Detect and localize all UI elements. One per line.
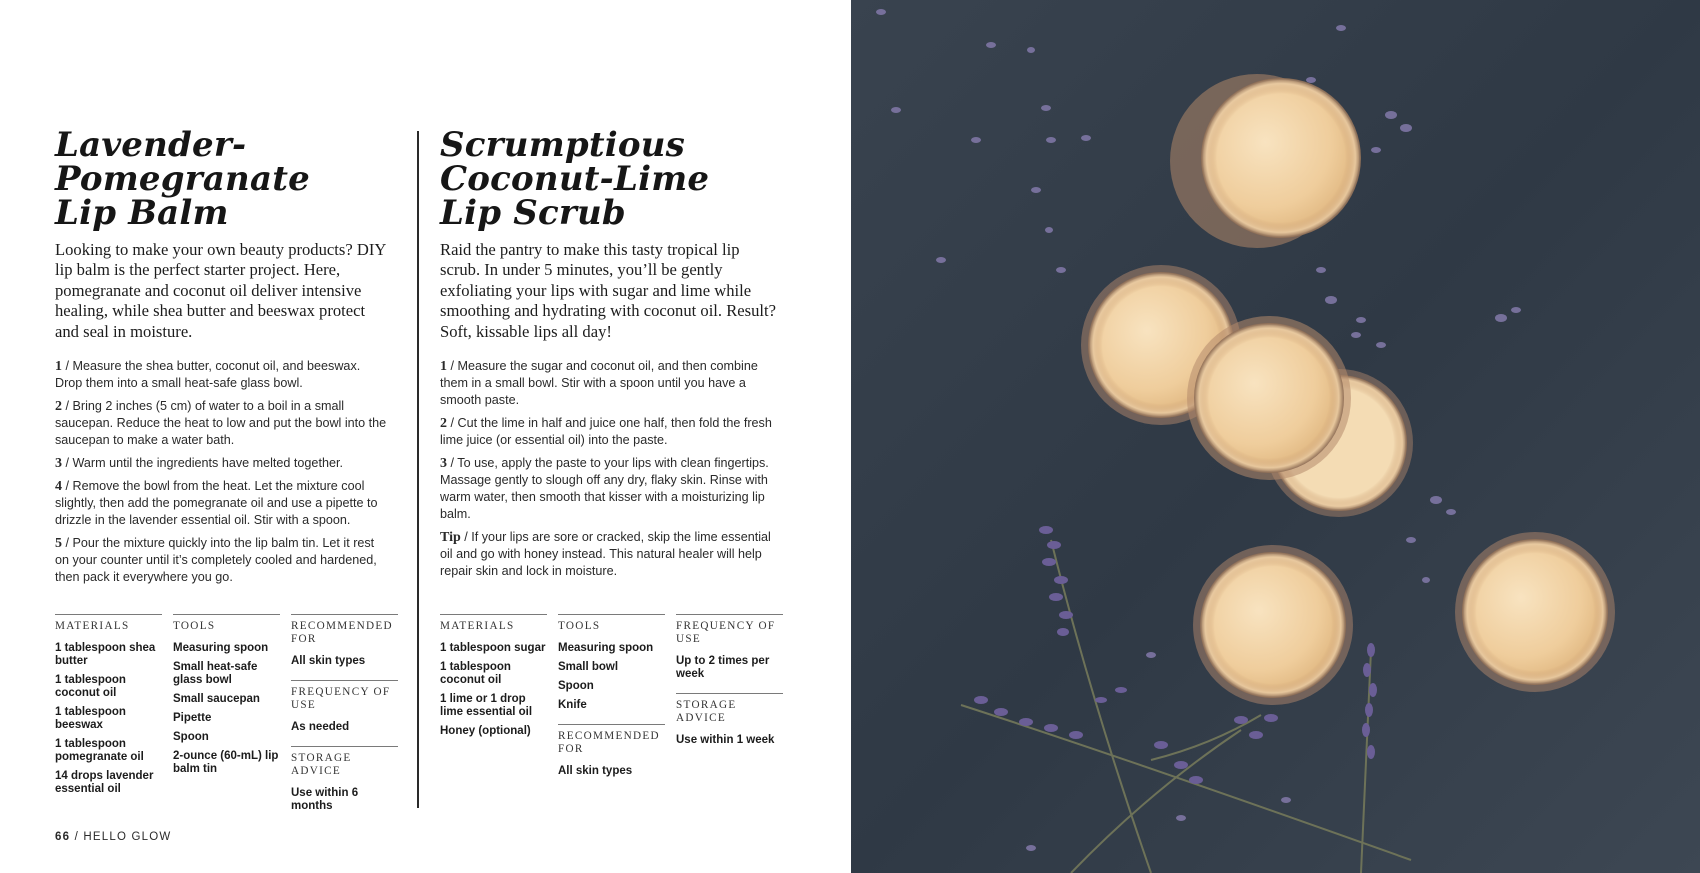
step-number: 1 [55, 359, 62, 375]
step-number: 3 [440, 456, 447, 472]
tool-item: Spoon [173, 731, 209, 743]
storage-value: Use within 1 week [676, 734, 775, 746]
recommended-value: All skin types [291, 655, 366, 667]
page-footer: 66 / HELLO GLOW [55, 831, 172, 843]
material-item: Honey (optional) [440, 725, 531, 737]
step-item: 2 / Bring 2 inches (5 cm) of water to a boil in a small saucepan. Reduce the heat to low and put the bowl into the saucepan to make a water bath. [55, 399, 387, 448]
page-number: 66 [55, 831, 71, 843]
recommended-heading: RECOMMENDED FOR [558, 730, 660, 755]
step-text: Remove the bowl from the heat. Let the mixture cool slightly, then add the pomegranate oil and use a pipette to drizzle in the lavender essential oil. Stir with a spoon. [55, 479, 378, 528]
tip-label: Tip [440, 530, 461, 546]
tools-heading: TOOLS [558, 620, 601, 632]
step-item: 4 / Remove the bowl from the heat. Let the mixture cool slightly, then add the pomegranate oil and use a pipette to drizzle in the lavender essential oil. Stir with a spoon. [55, 479, 378, 528]
tools-heading: TOOLS [173, 620, 216, 632]
materials-heading: MATERIALS [440, 620, 515, 632]
step-text: Pour the mixture quickly into the lip balm tin. Let it rest on your counter until it’s completely cooled and hardened, then pack it everywhere you go. [55, 536, 377, 585]
step-number: 4 [55, 479, 62, 495]
recommended-block [558, 724, 665, 778]
lip-balm-photo [851, 0, 1700, 873]
tool-item: Spoon [558, 680, 594, 692]
material-item: 1 tablespoon coconut oil [440, 661, 511, 686]
material-item: 1 tablespoon coconut oil [55, 674, 126, 699]
materials-column [55, 614, 162, 825]
title-line: Lip Scrub [440, 193, 626, 233]
materials-heading: MATERIALS [55, 620, 130, 632]
frequency-value: Up to 2 times per week [676, 655, 770, 680]
balm-jar [1455, 532, 1615, 692]
title-line: Lip Balm [55, 193, 229, 233]
step-item: 1 / Measure the shea butter, coconut oil, and beeswax. Drop them into a small heat-safe glass bowl. [55, 359, 361, 391]
title-line: Pomegranate [55, 159, 310, 199]
frequency-value: As needed [291, 721, 350, 733]
tool-item: Knife [558, 699, 587, 711]
step-text: Warm until the ingredients have melted together. [72, 456, 343, 471]
usage-column [676, 614, 783, 790]
recommended-value: All skin types [558, 765, 633, 777]
title-line: Scrumptious [440, 125, 685, 165]
step-item: 5 / Pour the mixture quickly into the lip balm tin. Let it rest on your counter until it’s completely cooled and hardened, then pack it everywhere you go. [55, 536, 377, 585]
step-number: 2 [55, 399, 62, 415]
recipe-lip-balm [55, 125, 390, 592]
step-text: Bring 2 inches (5 cm) of water to a boil in a small saucepan. Reduce the heat to low and put the bowl into the saucepan to make a water bath. [55, 399, 387, 448]
storage-heading: STORAGE ADVICE [676, 699, 737, 724]
recipe-info-grid [55, 614, 398, 825]
balm-jar [1193, 545, 1353, 705]
tool-item: Pipette [173, 712, 212, 724]
frequency-block [676, 614, 783, 681]
recipe-intro: Raid the pantry to make this tasty tropical lip scrub. In under 5 minutes, you’ll be gently exfoliating your lips with sugar and lime while smoothing and hydrating with coconut oil. Result? Soft, kissable lips all day! [440, 240, 776, 341]
column-divider [417, 131, 419, 808]
title-line: Coconut-Lime [440, 159, 710, 199]
recipe-steps [55, 358, 390, 586]
step-text: Cut the lime in half and juice one half, then fold the fresh lime juice (or essential oil) into the paste. [440, 416, 772, 448]
tip: Tip / If your lips are sore or cracked, skip the lime essential oil and go with honey instead. This natural healer will help repair skin and lock in moisture. [440, 530, 771, 579]
storage-value: Use within 6 months [291, 787, 359, 812]
step-item: 3 / Warm until the ingredients have melted together. [55, 456, 343, 472]
recommended-block [291, 614, 398, 668]
material-item: 1 tablespoon shea butter [55, 642, 156, 667]
frequency-heading: FREQUENCY OF USE [676, 620, 776, 645]
tool-item: Measuring spoon [558, 642, 654, 654]
material-item: 1 tablespoon beeswax [55, 706, 126, 731]
recipe-info-grid [440, 614, 783, 790]
recipe-intro: Looking to make your own beauty products? DIY lip balm is the perfect starter project. Here, pomegranate and coconut oil deliver intensive healing, while shea butter and beeswax protect and seal in moisture. [55, 240, 386, 341]
tool-item: Small bowl [558, 661, 619, 673]
material-item: 14 drops lavender essential oil [55, 770, 154, 795]
recipe-title [440, 125, 780, 233]
step-item: 2 / Cut the lime in half and juice one half, then fold the fresh lime juice (or essential oil) into the paste. [440, 416, 772, 448]
recipe-steps [440, 358, 780, 580]
storage-block [676, 693, 783, 747]
tool-item: 2-ounce (60-mL) lip balm tin [173, 750, 279, 775]
usage-column [291, 614, 398, 825]
step-text: Measure the sugar and coconut oil, and then combine them in a small bowl. Stir with a spoon until you have a smooth paste. [440, 359, 758, 408]
recipe-title [55, 125, 390, 233]
book-title: HELLO GLOW [83, 831, 172, 843]
tip-text: If your lips are sore or cracked, skip the lime essential oil and go with honey instead. This natural healer will help repair skin and lock in moisture. [440, 530, 771, 579]
storage-block [291, 746, 398, 813]
step-item: 1 / Measure the sugar and coconut oil, and then combine them in a small bowl. Stir with a spoon until you have a smooth paste. [440, 359, 758, 408]
recommended-heading: RECOMMENDED FOR [291, 620, 393, 645]
title-line: Lavender- [55, 125, 247, 165]
step-number: 2 [440, 416, 447, 432]
step-number: 1 [440, 359, 447, 375]
recipe-lip-scrub [440, 125, 780, 586]
step-text: Measure the shea butter, coconut oil, and beeswax. Drop them into a small heat-safe glass bowl. [55, 359, 361, 391]
frequency-block [291, 680, 398, 734]
tool-item: Small heat-safe glass bowl [173, 661, 258, 686]
material-item: 1 tablespoon pomegranate oil [55, 738, 144, 763]
step-text: To use, apply the paste to your lips with clean fingertips. Massage gently to slough off any dry, flaky skin. Rinse with warm water, then smooth that kisser with a moisturizing lip balm. [440, 456, 769, 522]
step-number: 3 [55, 456, 62, 472]
material-item: 1 tablespoon sugar [440, 642, 546, 654]
materials-column [440, 614, 547, 790]
material-item: 1 lime or 1 drop lime essential oil [440, 693, 533, 718]
tool-item: Measuring spoon [173, 642, 269, 654]
storage-heading: STORAGE ADVICE [291, 752, 352, 777]
tools-column [173, 614, 280, 825]
frequency-heading: FREQUENCY OF USE [291, 686, 391, 711]
tools-column [558, 614, 665, 790]
tool-item: Small saucepan [173, 693, 260, 705]
balm-jar [1187, 316, 1351, 480]
step-item: 3 / To use, apply the paste to your lips with clean fingertips. Massage gently to slough off any dry, flaky skin. Rinse with warm water, then smooth that kisser with a moisturizing lip balm. [440, 456, 769, 522]
step-number: 5 [55, 536, 62, 552]
